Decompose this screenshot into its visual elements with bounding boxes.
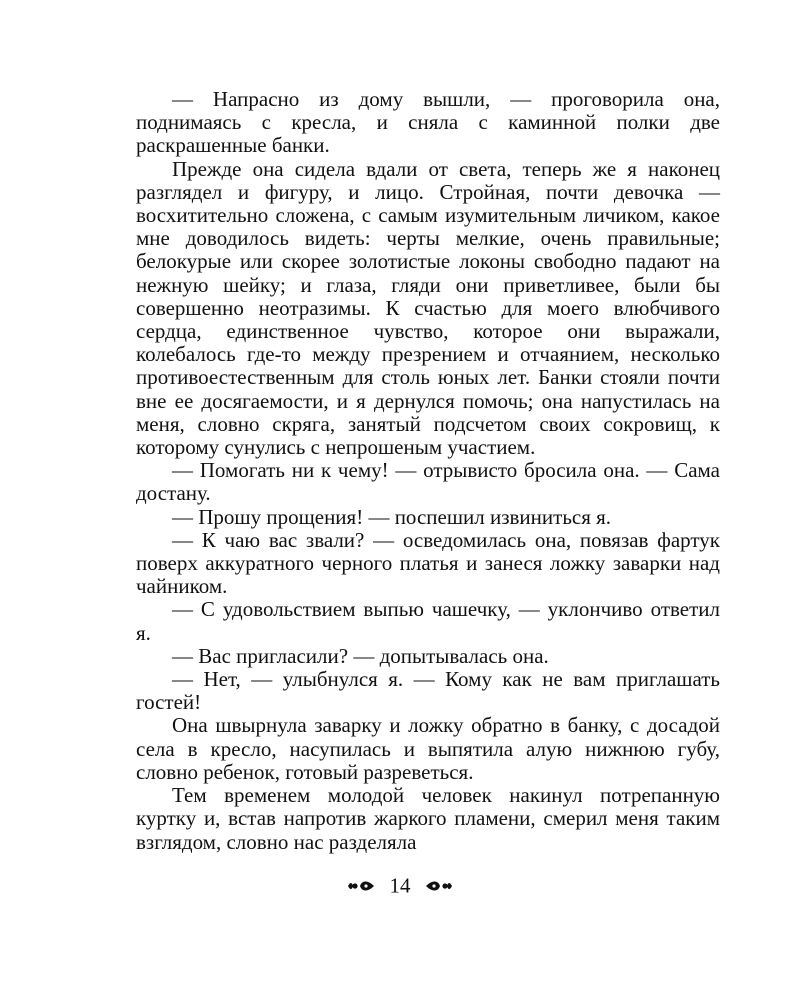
paragraph: — Вас пригласили? — допытывалась она. xyxy=(172,643,549,668)
page-number: 14 xyxy=(389,873,411,898)
paragraph: — С удовольствием выпью чашечку, — уклончиво ответил я. xyxy=(136,597,720,645)
left-ornament-icon xyxy=(346,874,376,899)
page-body xyxy=(136,88,720,854)
paragraph: — Напрасно из дому вышли, — проговорила она, поднимаясь с кресла, и сняла с каминной полки две раскрашенные банки. xyxy=(136,87,720,158)
paragraph: Прежде она сидела вдали от света, теперь же я наконец разглядел и фигуру, и лицо. Стройная, почти девочка — восхитительно сложена, с самым изумительным личиком, какое мне доводилось видеть: черты мелкие, очень правильные; белокурые или скорее золотистые локоны свободно падают на нежную шейку; и глаза, гляди они приветливее, были бы совершенно неотразимы. К счастью для моего влюбчивого сердца, единственное чувство, которое они выражали, колебалось где-то между презрением и отчаянием, несколько противоестественным для столь юных лет. Банки стояли почти вне ее досягаемости, и я дернулся помочь; она напустилась на меня, словно скряга, занятый подсчетом своих сокровищ, к которому сунулись с непрошеным участием. xyxy=(136,156,720,460)
paragraph: — К чаю вас звали? — осведомилась она, повязав фартук поверх аккуратного черного платья и занеся ложку заварки над чайником. xyxy=(136,527,720,599)
paragraph: Тем временем молодой человек накинул потрепанную куртку и, встав напротив жаркого пламени, смерил меня таким взглядом, словно нас разделяла xyxy=(136,783,720,854)
paragraph: — Помогать ни к чему! — отрывисто бросила она. — Сама достану. xyxy=(136,458,720,506)
paragraph: — Прошу прощения! — поспешил извиниться я. xyxy=(172,504,612,529)
right-ornament-icon xyxy=(424,874,454,899)
paragraph: — Нет, — улыбнулся я. — Кому как не вам приглашать гостей! xyxy=(136,667,720,715)
page-footer xyxy=(0,872,800,899)
paragraph: Она швырнула заварку и ложку обратно в банку, с досадой села в кресло, насупилась и выпятила алую нижнюю губу, словно ребенок, готовый разреветься. xyxy=(136,713,720,784)
